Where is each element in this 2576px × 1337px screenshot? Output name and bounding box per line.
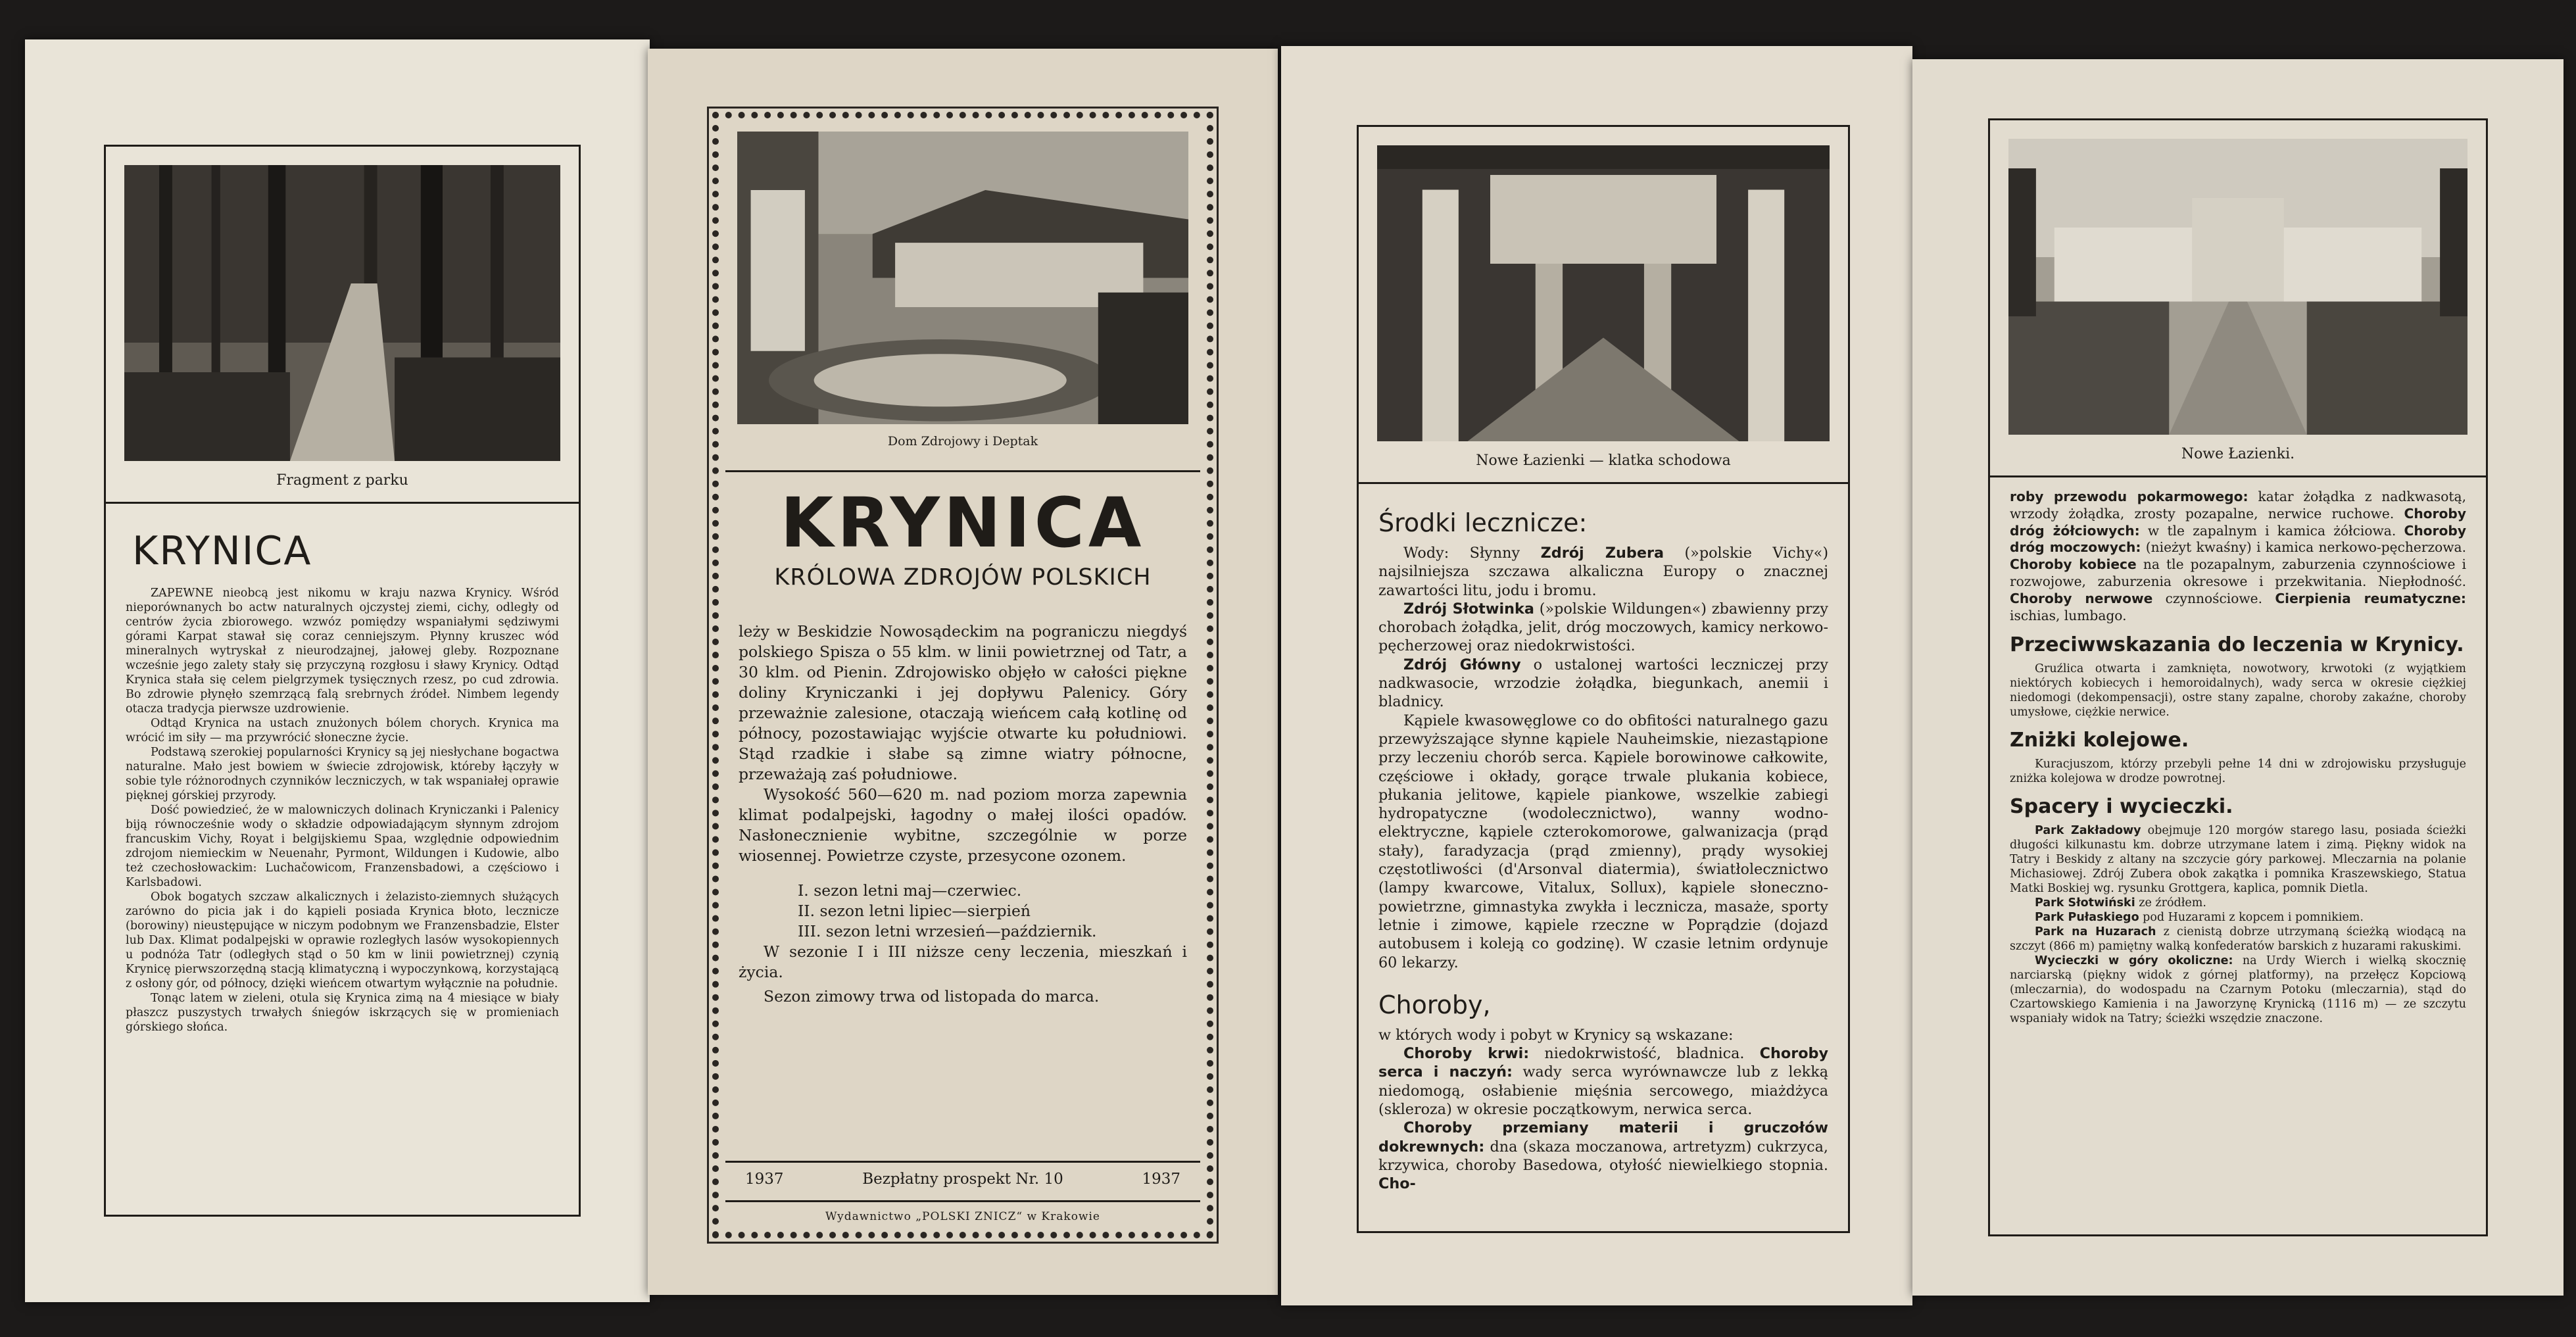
term: Park na Huzarach <box>2035 925 2156 939</box>
season-item: I. sezon letni maj—czerwiec. <box>798 881 1022 900</box>
term: Park Słotwiński <box>2035 896 2135 910</box>
term: Zdrój Główny <box>1403 656 1521 673</box>
photo-caption: Dom Zdrojowy i Deptak <box>887 434 1038 449</box>
photo-caption: Nowe Łazienki. <box>2181 446 2295 462</box>
paragraph: Dość powiedzieć, że w malowniczych dolinach Kryniczanki i Palenicy biją równocześnie wody o składzie odpowiadającym słynnym zdrojom francuskim Vichy, Royat i belgijskiemu Spaa, względnie odpowiednim zdrojom niemieckim w Neuenahr, Pyrmont, Wildungen i Kudowie, albo też czechosłowackim: Luchačowicom, Franzensbadowi, a częściowo i Karlsbadowi. <box>126 804 559 889</box>
paragraph: Odtąd Krynica na ustach znużonych bólem chorych. Krynica ma wrócić im siły — ma przywrócić słoneczne życie. <box>126 717 559 744</box>
text: z cienistą dobrze utrzymaną ścieżką wiodącą na szczyt (866 m) pamiętny walką konfederatów barskich z huzarami rakuskimi. <box>2010 925 2466 954</box>
text: niedokrwistość, bladnica. <box>1544 1045 1745 1063</box>
term: Zdrój Zubera <box>1540 545 1664 562</box>
term: Choroby przemiany materii i gruczołów dokrewnych: <box>1378 1119 1828 1155</box>
term: Choroby dróg żółciowych: <box>2010 505 2466 539</box>
text: czynnościowe. <box>2165 590 2263 606</box>
term: Choroby kobiece <box>2010 556 2137 573</box>
brochure-cover-panel <box>648 49 1278 1295</box>
paragraph: w których wody i pobyt w Krynicy są wskazane: <box>1378 1026 1734 1044</box>
text: (nieżyt kwaśny) i kamica nerkowo-pęcherzowa. <box>2145 539 2466 556</box>
term: Wycieczki w góry okoliczne: <box>2035 954 2233 968</box>
season-list <box>798 881 1187 942</box>
paragraph: Podstawą szerokiej popularności Krynicy są jej niesłychane bogactwa naturalne. Mało jest bowiem w świecie zdrojowisk, któreby łączyły w sobie tyle różnorodnych czynników leczniczych, w tak wspaniałej oprawie pięknej górskiej przyrody. <box>126 746 559 802</box>
divider <box>1990 475 2486 477</box>
divider <box>725 470 1200 472</box>
text: ischias, lumbago. <box>2010 607 2127 623</box>
photo-caption: Fragment z parku <box>276 472 408 489</box>
park-photo <box>124 165 560 461</box>
season-item: III. sezon letni wrzesień—październik. <box>798 922 1097 940</box>
photo-caption: Nowe Łazienki — klatka schodowa <box>1476 452 1731 469</box>
spa-house-photo <box>737 132 1188 424</box>
section-heading: Choroby, <box>1378 990 1491 1019</box>
divider <box>725 1161 1200 1163</box>
text: na Urdy Wierch i wielką skocznię narciarską (piękny widok z górnej platformy), na przełęcz Kopciową (mleczarnia), do wodospadu na Czarnym Potoku (mleczarnia), stąd do Czartowskiego Kamienia i na Jaworzynę Krynicką (1116 m) — ze szczytu wspaniały widok na Tatry; ścieżki wszędzie znaczone. <box>2010 954 2466 1026</box>
text: na tle pozapalnym, zaburzenia czynnościowe i rozwojowe, zaburzenia okresowe i przekwitania. Niepłodność. <box>2010 556 2466 589</box>
term: Park Zakładowy <box>2035 824 2141 838</box>
section-heading: Przeciwwskazania do leczenia w Krynicy. <box>2010 633 2464 657</box>
text: dna (skaza moczanowa, artretyzm) cukrzyca, krzywica, choroby Basedowa, otyłość niewielkiego stopnia. <box>1378 1138 1828 1174</box>
brochure-panel-4 <box>1912 59 2564 1296</box>
section-heading: Spacery i wycieczki. <box>2010 795 2233 819</box>
footer-row <box>745 1171 1180 1188</box>
prospekt-number: Bezpłatny prospekt Nr. 10 <box>862 1171 1063 1188</box>
divider <box>106 502 579 504</box>
cover-title: KRYNICA <box>780 483 1146 563</box>
year-left: 1937 <box>745 1171 784 1188</box>
bathhouse-photo <box>2008 139 2467 435</box>
text: katar żołądka z nadkwasotą, wrzody żołądka, zrosty pozapalne, nerwice ruchowe. <box>2010 489 2466 522</box>
section-heading: Zniżki kolejowe. <box>2010 729 2189 752</box>
panel-4-frame <box>1988 118 2488 1236</box>
term: Cho- <box>1378 1175 1416 1193</box>
cover-subtitle: KRÓLOWA ZDROJÓW POLSKICH <box>774 564 1152 591</box>
text: pod Huzarami z kopcem i pomnikiem. <box>2143 911 2364 925</box>
term: roby przewodu pokarmowego: <box>2010 489 2248 504</box>
term: Zdrój Słotwinka <box>1403 600 1534 618</box>
term: Park Pułaskiego <box>2035 911 2139 925</box>
divider <box>1359 482 1848 484</box>
paragraph: leży w Beskidzie Nowosądeckim na pograniczu niegdyś polskiego Spisza o 55 klm. w linii powietrznej od Tatr, a 30 klm. od Pienin. Zdrojowisko objęło w całości piękne doliny Kryniczanki i jej dopływu Palenicy. Góry przeważnie zalesione, otaczają wieńcem całą kotlinę od północy, pozostawiając wyjście otwarte ku południowi. Stąd rzadkie i słabe są zimne wiatry północne, przeważają zaś południowe. <box>739 622 1187 783</box>
year-right: 1937 <box>1142 1171 1180 1188</box>
divider <box>725 1200 1200 1202</box>
panel-1-body <box>126 515 559 1202</box>
text: Wody: Słynny <box>1403 545 1520 562</box>
section-heading: KRYNICA <box>132 528 312 574</box>
panel-3-body <box>1378 495 1828 1218</box>
text: (»polskie Vichy«) najsilniejsza szczawa alkaliczna Europy o znacznej zawartości litu, jodu i bromu. <box>1378 545 1828 599</box>
paragraph: Gruźlica otwarta i zamknięta, nowotwory, krwotoki (z wyjątkiem niektórych kobiecych i hemoroidalnych), wady serca w okresie ciężkiej niedomogi (dekompensacji), ostre stany zapalne, choroby zakaźne, choroby umysłowe, ciężkie nerwice. <box>2010 662 2466 719</box>
stairway-photo <box>1377 145 1830 441</box>
panel-4-body <box>2010 489 2466 1221</box>
cover-text <box>739 621 1187 1007</box>
term: Choroby nerwowe <box>2010 590 2153 606</box>
paragraph: Wysokość 560—620 m. nad poziom morza zapewnia klimat podalpejski, łagodny o małej ilości opadów. Nasłonecznienie wybitne, szczególnie w porze wiosennej. Powietrze czyste, przesycone ozonem. <box>739 785 1187 865</box>
paragraph: Obok bogatych szczaw alkalicznych i żelazisto-ziemnych służących zarówno do picia jak i do kąpieli posiada Krynica błoto, lecznicze (borowiny) nieustępujące w niczym podobnym we Franzensbadzie, Elster lub Dax. Klimat podalpejski w oprawie rozległych lasów wysokopiennych u podnóża Tatr (odległych stąd o 50 km w linii powietrznej) czynią Krynicę pierwszorzędną stacją klimatyczną i wypoczynkową, korzystającą z osłony gór, od północy, dzięki wieńcem otwartym wyłącznie na południe. <box>126 890 559 990</box>
term: Choroby krwi: <box>1403 1045 1530 1063</box>
text: ze źródłem. <box>2139 896 2206 910</box>
text: o ustalonej wartości leczniczej przy nadkwasocie, wrzodzie żołądka, biegunkach, anemii i bladnicy. <box>1378 656 1828 711</box>
paragraph: Tonąc latem w zieleni, otula się Krynica zimą na 4 miesiące w biały płaszcz puszystych trwałych śniegów iskrzących się w promieniach górskiego słońca. <box>126 992 559 1034</box>
cover-inner <box>732 132 1194 1223</box>
term: Choroby dróg moczowych: <box>2010 522 2466 556</box>
text: (»polskie Wildungen«) zbawienny przy chorobach żołądka, jelit, dróg moczowych, kamicy nerkowo-pęcherzowej oraz niedokrwistości. <box>1378 600 1828 655</box>
season-item: II. sezon letni lipiec—sierpień <box>798 902 1031 920</box>
paragraph: Sezon zimowy trwa od listopada do marca. <box>764 987 1100 1006</box>
brochure-panel-3 <box>1281 46 1912 1305</box>
paragraph: Kuracjuszom, którzy przebyli pełne 14 dni w zdrojowisku przysługuje zniżka kolejowa w drodze powrotnej. <box>2010 758 2466 786</box>
panel-3-frame <box>1357 125 1850 1233</box>
section-heading: Środki lecznicze: <box>1378 508 1588 537</box>
term: Cierpienia reumatyczne: <box>2275 590 2466 606</box>
paragraph: Kąpiele kwasowęglowe co do obfitości naturalnego gazu przewyższające słynne kąpiele Nauheimskie, niezastąpione przy leczeniu chorób serca. Kąpiele borowinowe całkowite, częściowe i okłady, gorące trwale plukania kobiece, płukania jelitowe, kąpiele piankowe, wszelkie zabiegi hydropatyczne (wodolecznictwo), wanny wodno-elektryczne, kąpiele czterokomorowe, galwanizacja (prąd stały), faradyzacja (prąd zmienny), prądy wysokiej częstotliwości (d'Arsonval diatermia), światłolecznictwo (lampy kwarcowe, Vitalux, Sollux), kąpiele słoneczno-powietrzne, gimnastyka zwykła i lecznicza, masaże, sporty letnie i zimowe, kąpiele rzeczne w Poprądzie (dojazd autobusem i koleją co godzinę). W czasie letnim ordynuje 60 lekarzy. <box>1378 712 1828 971</box>
paragraph: ZAPEWNE nieobcą jest nikomu w kraju nazwa Krynicy. Wśród nieporównanych bo actw naturalnych ojczystej ziemi, cichy, odległy od centrów życia zbiorowego. wzwóz pomiędzy wspaniałymi sędziwymi górami Karpat stawał się coraz cenniejszym. Płynny kruszec wód mineralnych wytryskał z nieurodzajnej, jałowej gleby. Rozpoznane wcześnie jego zalety stały się przyczyną rozgłosu i sławy Krynicy. Odtąd Krynica stała się celem pielgrzymek tysięcznych rzesz, po cud zdrowia. Bo zdrowie płynęło szemrzącą falą srebrnych źródeł. Nimbem legendy otacza tradycja pierwsze uzdrowienie. <box>126 587 559 716</box>
panel-1-frame <box>104 145 581 1217</box>
text: wady serca wyrównawcze lub z lekką niedomogą, osłabienie mięśnia sercowego, miażdżyca (skleroza) w okresie początkowym, nerwica serca. <box>1378 1063 1828 1119</box>
paragraph: W sezonie I i III niższe ceny leczenia, mieszkań i życia. <box>739 942 1187 981</box>
publisher-line: Wydawnictwo „POLSKI ZNICZ“ w Krakowie <box>825 1210 1100 1223</box>
term: Choroby serca i naczyń: <box>1378 1045 1828 1081</box>
brochure-panel-1 <box>25 39 650 1302</box>
text: obejmuje 120 morgów starego lasu, posiada ścieżki długości kilkunastu km. dobrze utrzymane latem i zimą. Piękny widok na Tatry i Beskidy z altany na szczycie góry parkowej. Mleczarnia na polanie Michasiowej. Zdrój Zubera obok zakątka i pomnika Kraszewskiego, Statua Matki Boskiej wg. rysunku Grottgera, kaplica, pomnik Dietla. <box>2010 824 2466 896</box>
text: w tle zapalnym i kamica żółciowa. <box>2147 522 2396 539</box>
